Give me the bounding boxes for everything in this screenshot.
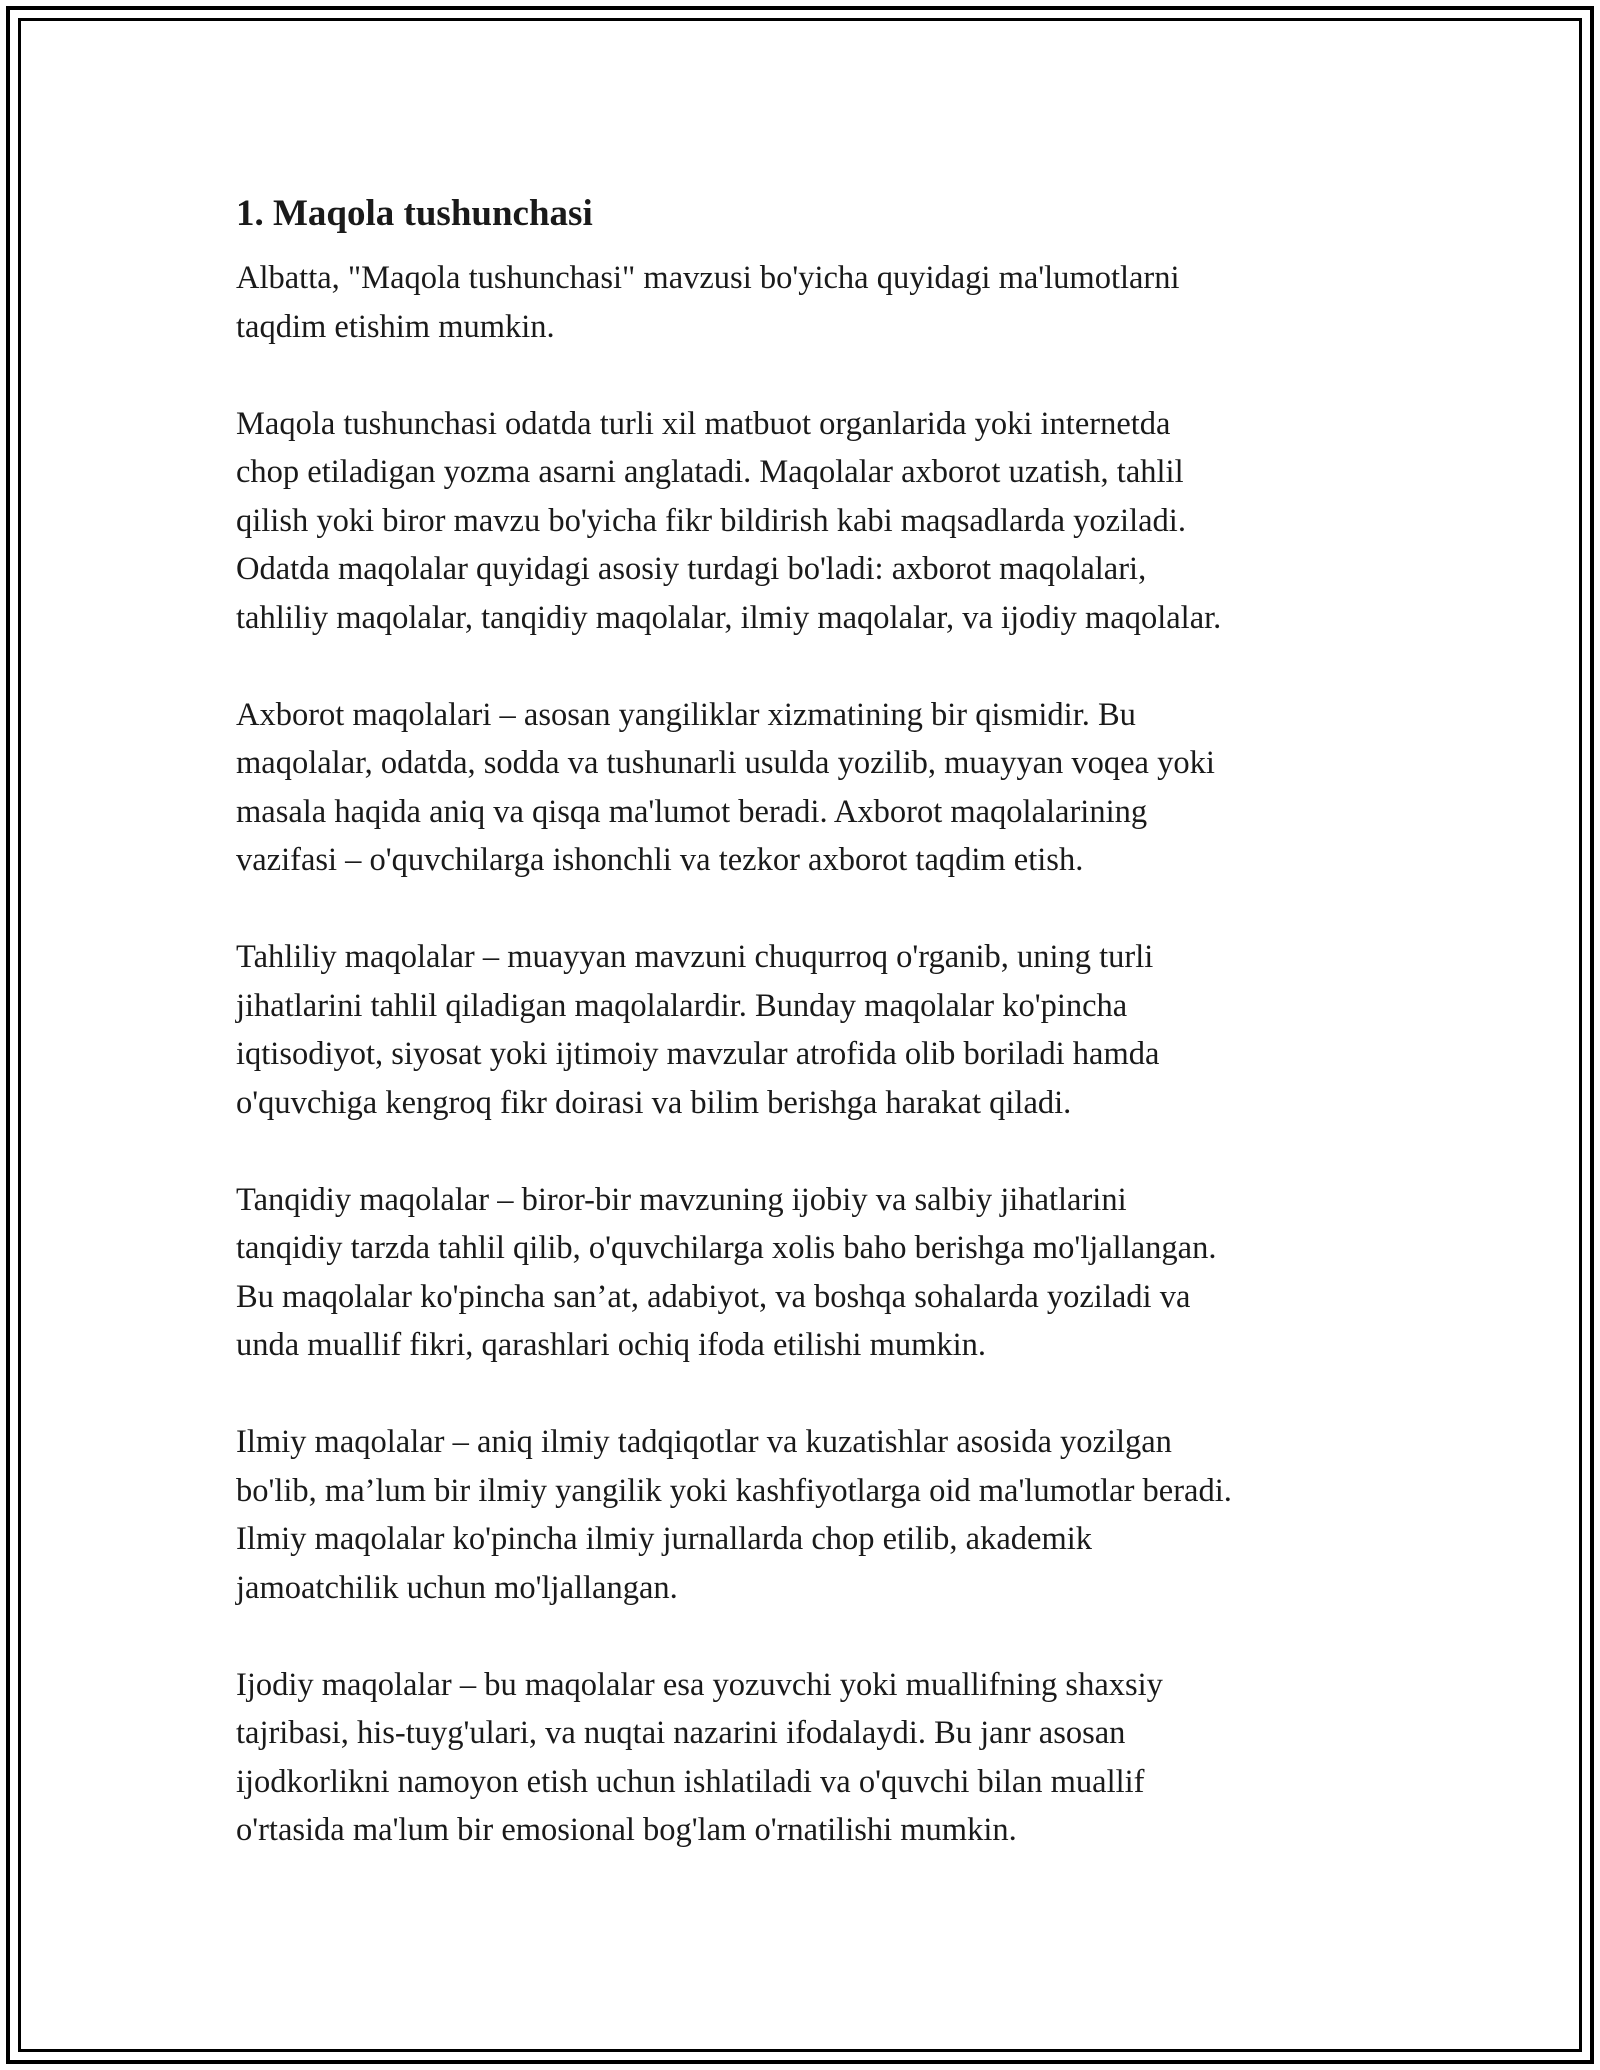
section-heading: 1. Maqola tushunchasi xyxy=(236,193,593,234)
text-line: tahliliy maqolalar, tanqidiy maqolalar, ilmiy maqolalar, va ijodiy maqolalar. xyxy=(236,599,1222,636)
text-line: vazifasi – o'quvchilarga ishonchli va tezkor axborot taqdim etish. xyxy=(236,842,1084,878)
paragraph-ijodiy xyxy=(236,1661,1386,1855)
text-line: Maqola tushunchasi odatda turli xil matbuot organlarida yoki internetda xyxy=(236,405,1171,442)
paragraph-tanqidiy xyxy=(236,1176,1386,1370)
paragraph-ilmiy xyxy=(236,1418,1386,1612)
text-line: ijodkorlikni namoyon etish uchun ishlatiladi va o'quvchi bilan muallif xyxy=(236,1763,1145,1800)
text-line: jamoatchilik uchun mo'ljallangan. xyxy=(236,1569,678,1606)
text-line: Ijodiy maqolalar – bu maqolalar esa yozuvchi yoki muallifning shaxsiy xyxy=(236,1666,1163,1703)
paragraph-definition xyxy=(236,400,1386,643)
text-line: Ilmiy maqolalar ko'pincha ilmiy jurnallarda chop etilib, akademik xyxy=(236,1521,1093,1557)
text-line: o'quvchiga kengroq fikr doirasi va bilim berishga harakat qiladi. xyxy=(236,1084,1072,1121)
text-line: o'rtasida ma'lum bir emosional bog'lam o'rnatilishi mumkin. xyxy=(236,1812,1017,1848)
text-line: taqdim etishim mumkin. xyxy=(236,308,555,345)
text-line: jihatlarini tahlil qiladigan maqolalardir. Bunday maqolalar ko'pincha xyxy=(236,987,1128,1024)
paragraph-axborot xyxy=(236,691,1386,885)
text-line: chop etiladigan yozma asarni anglatadi. Maqolalar axborot uzatish, tahlil xyxy=(236,454,1184,490)
text-line: qilish yoki biror mavzu bo'yicha fikr bildirish kabi maqsadlarda yoziladi. xyxy=(236,502,1186,539)
text-line: maqolalar, odatda, sodda va tushunarli usulda yozilib, muayyan voqea yoki xyxy=(236,745,1215,781)
text-line: unda muallif fikri, qarashlari ochiq ifoda etilishi mumkin. xyxy=(236,1327,987,1363)
text-line: masala haqida aniq va qisqa ma'lumot beradi. Axborot maqolalarining xyxy=(236,793,1148,830)
text-line: tajribasi, his-tuyg'ulari, va nuqtai nazarini ifodalaydi. Bu janr asosan xyxy=(236,1715,1126,1751)
text-line: iqtisodiyot, siyosat yoki ijtimoiy mavzular atrofida olib boriladi hamda xyxy=(236,1036,1160,1072)
text-line: Albatta, "Maqola tushunchasi" mavzusi bo'yicha quyidagi ma'lumotlarni xyxy=(236,260,1180,296)
text-line: Tahliliy maqolalar – muayyan mavzuni chuqurroq o'rganib, uning turli xyxy=(236,939,1154,975)
paragraph-intro xyxy=(236,254,1386,351)
text-line: bo'lib, ma’lum bir ilmiy yangilik yoki kashfiyotlarga oid ma'lumotlar beradi. xyxy=(236,1472,1232,1509)
text-line: Ilmiy maqolalar – aniq ilmiy tadqiqotlar va kuzatishlar asosida yozilgan xyxy=(236,1424,1172,1460)
text-line: tanqidiy tarzda tahlil qilib, o'quvchilarga xolis baho berishga mo'ljallangan. xyxy=(236,1230,1217,1266)
text-line: Odatda maqolalar quyidagi asosiy turdagi bo'ladi: axborot maqolalari, xyxy=(236,551,1147,587)
paragraph-tahliliy xyxy=(236,933,1386,1127)
text-line: Bu maqolalar ko'pincha san’at, adabiyot, va boshqa sohalarda yoziladi va xyxy=(236,1278,1191,1315)
text-line: Axborot maqolalari – asosan yangiliklar xizmatining bir qismidir. Bu xyxy=(236,696,1136,733)
text-line: Tanqidiy maqolalar – biror-bir mavzuning ijobiy va salbiy jihatlarini xyxy=(236,1181,1127,1218)
document-body xyxy=(236,186,1386,1903)
